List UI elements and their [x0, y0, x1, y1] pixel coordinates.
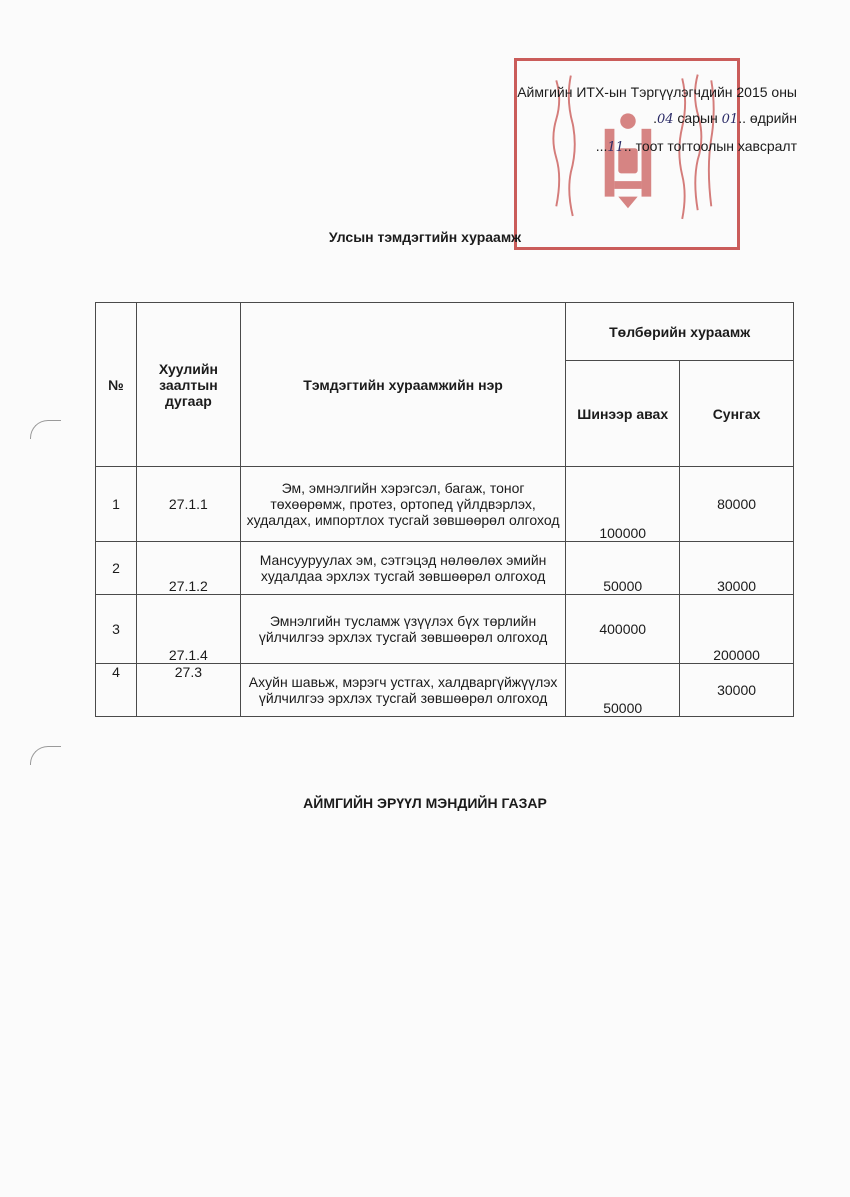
day-handwritten: 01	[721, 112, 739, 127]
table-row: 2 27.1.2 Мансууруулах эм, сэтгэцэд нөлөөлөх эмийн худалдаа эрхлэх тусгай зөвшөөрөл олгоход 50000 30000	[96, 542, 794, 595]
header-fee-name: Тэмдэгтийн хураамжийн нэр	[240, 303, 565, 467]
header-law-article: Хуулийн заалтын дугаар	[136, 303, 240, 467]
month-handwritten: 04	[656, 112, 674, 127]
document-title: Улсын тэмдэгтийн хураамж	[328, 229, 522, 245]
header-line-3: ...11.. тоот тогтоолын хавсралт	[595, 138, 797, 155]
punch-hole-mark	[30, 746, 61, 765]
header-line-2: .04 сарын 01.. өдрийн	[653, 110, 797, 127]
punch-hole-mark	[30, 420, 61, 439]
table-row: 3 27.1.4 Эмнэлгийн тусламж үзүүлэх бүх төрлийн үйлчилгээ эрхлэх тусгай зөвшөөрөл олгоход 400000 200000	[96, 595, 794, 664]
header-new: Шинээр авах	[566, 361, 680, 467]
header-no: №	[96, 303, 137, 467]
table-row: 1 27.1.1 Эм, эмнэлгийн хэрэгсэл, багаж, тоног төхөөрөмж, протез, ортопед үйлдвэрлэх, худалдах, импортлох тусгай зөвшөөрөл олгоход 100000 80000	[96, 467, 794, 542]
header-line-1: Аймгийн ИТХ-ын Тэргүүлэгчдийн 2015 оны	[517, 84, 797, 100]
footer-organization: АЙМГИЙН ЭРҮҮЛ МЭНДИЙН ГАЗАР	[303, 795, 547, 811]
header-renew: Сунгах	[680, 361, 794, 467]
resolution-number-handwritten: 11	[607, 140, 624, 155]
header-payment: Төлбөрийн хураамж	[566, 303, 794, 361]
table-row: 4 27.3 Ахуйн шавьж, мэрэгч устгах, халдваргүйжүүлэх үйлчилгээ эрхлэх тусгай зөвшөөрөл олгоход 50000 30000	[96, 664, 794, 717]
fee-table	[95, 302, 794, 717]
